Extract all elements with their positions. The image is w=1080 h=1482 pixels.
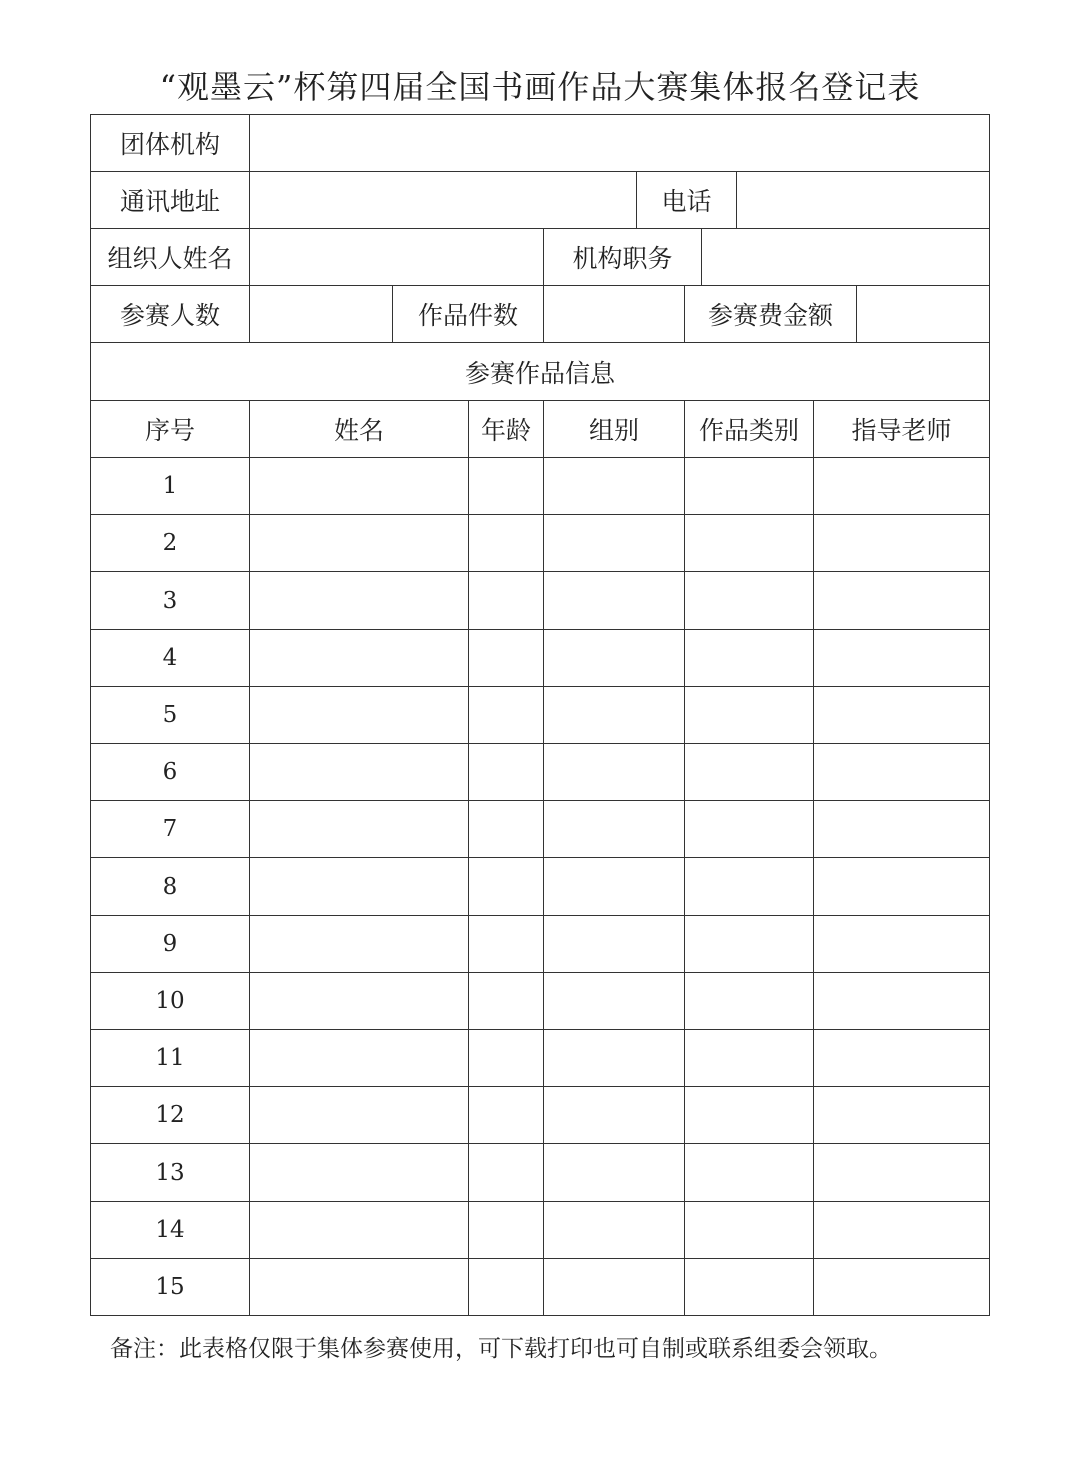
row-15-category-cell[interactable] <box>684 1258 814 1316</box>
row-14-category-cell[interactable] <box>684 1201 814 1259</box>
phone-field[interactable] <box>736 171 990 229</box>
row-14-teacher-cell[interactable] <box>813 1201 990 1259</box>
row-14-group-cell[interactable] <box>543 1201 685 1259</box>
row-13-category-cell[interactable] <box>684 1143 814 1202</box>
row-14-age-cell[interactable] <box>468 1201 544 1259</box>
column-header-age: 年龄 <box>468 400 544 458</box>
row-9-group-cell[interactable] <box>543 915 685 973</box>
row-11-teacher-cell[interactable] <box>813 1029 990 1087</box>
row-4-teacher-cell[interactable] <box>813 629 990 687</box>
row-7-age-cell[interactable] <box>468 800 544 858</box>
row-10-name-cell[interactable] <box>249 972 469 1030</box>
row-7-name-cell[interactable] <box>249 800 469 858</box>
row-3-teacher-cell[interactable] <box>813 571 990 630</box>
row-number: 10 <box>90 972 250 1030</box>
row-1-age-cell[interactable] <box>468 457 544 515</box>
group-org-field[interactable] <box>249 114 990 172</box>
row-5-category-cell[interactable] <box>684 686 814 744</box>
row-number: 15 <box>90 1258 250 1316</box>
row-number: 5 <box>90 686 250 744</box>
section-title: 参赛作品信息 <box>90 342 990 401</box>
row-3-category-cell[interactable] <box>684 571 814 630</box>
organizer-name-field[interactable] <box>249 228 544 286</box>
row-9-name-cell[interactable] <box>249 915 469 973</box>
row-2-category-cell[interactable] <box>684 514 814 572</box>
row-1-category-cell[interactable] <box>684 457 814 515</box>
participant-count-field[interactable] <box>249 285 393 343</box>
row-number: 6 <box>90 743 250 801</box>
label-org-position: 机构职务 <box>543 228 702 286</box>
label-participant-count: 参赛人数 <box>90 285 250 343</box>
row-7-category-cell[interactable] <box>684 800 814 858</box>
row-13-teacher-cell[interactable] <box>813 1143 990 1202</box>
row-8-category-cell[interactable] <box>684 857 814 916</box>
row-4-category-cell[interactable] <box>684 629 814 687</box>
column-header-index: 序号 <box>90 400 250 458</box>
row-11-age-cell[interactable] <box>468 1029 544 1087</box>
row-15-age-cell[interactable] <box>468 1258 544 1316</box>
row-4-name-cell[interactable] <box>249 629 469 687</box>
row-number: 14 <box>90 1201 250 1259</box>
column-header-name: 姓名 <box>249 400 469 458</box>
row-12-teacher-cell[interactable] <box>813 1086 990 1144</box>
row-1-name-cell[interactable] <box>249 457 469 515</box>
row-5-group-cell[interactable] <box>543 686 685 744</box>
row-6-category-cell[interactable] <box>684 743 814 801</box>
row-5-age-cell[interactable] <box>468 686 544 744</box>
row-4-group-cell[interactable] <box>543 629 685 687</box>
row-9-teacher-cell[interactable] <box>813 915 990 973</box>
column-header-group: 组别 <box>543 400 685 458</box>
row-15-group-cell[interactable] <box>543 1258 685 1316</box>
row-6-age-cell[interactable] <box>468 743 544 801</box>
row-6-group-cell[interactable] <box>543 743 685 801</box>
row-9-category-cell[interactable] <box>684 915 814 973</box>
label-work-count: 作品件数 <box>392 285 544 343</box>
work-count-field[interactable] <box>543 285 685 343</box>
row-7-group-cell[interactable] <box>543 800 685 858</box>
row-number: 1 <box>90 457 250 515</box>
row-3-age-cell[interactable] <box>468 571 544 630</box>
label-address: 通讯地址 <box>90 171 250 229</box>
column-header-teacher: 指导老师 <box>813 400 990 458</box>
label-fee-amount: 参赛费金额 <box>684 285 857 343</box>
row-11-category-cell[interactable] <box>684 1029 814 1087</box>
row-7-teacher-cell[interactable] <box>813 800 990 858</box>
row-12-name-cell[interactable] <box>249 1086 469 1144</box>
row-2-teacher-cell[interactable] <box>813 514 990 572</box>
row-8-teacher-cell[interactable] <box>813 857 990 916</box>
row-10-age-cell[interactable] <box>468 972 544 1030</box>
row-number: 9 <box>90 915 250 973</box>
row-13-name-cell[interactable] <box>249 1143 469 1202</box>
row-1-teacher-cell[interactable] <box>813 457 990 515</box>
row-13-group-cell[interactable] <box>543 1143 685 1202</box>
row-number: 4 <box>90 629 250 687</box>
label-phone: 电话 <box>636 171 737 229</box>
row-2-group-cell[interactable] <box>543 514 685 572</box>
row-10-group-cell[interactable] <box>543 972 685 1030</box>
row-5-teacher-cell[interactable] <box>813 686 990 744</box>
row-number: 3 <box>90 571 250 630</box>
row-13-age-cell[interactable] <box>468 1143 544 1202</box>
row-11-group-cell[interactable] <box>543 1029 685 1087</box>
address-field[interactable] <box>249 171 637 229</box>
row-3-group-cell[interactable] <box>543 571 685 630</box>
row-3-name-cell[interactable] <box>249 571 469 630</box>
org-position-field[interactable] <box>701 228 990 286</box>
row-2-age-cell[interactable] <box>468 514 544 572</box>
row-number: 8 <box>90 857 250 916</box>
row-6-teacher-cell[interactable] <box>813 743 990 801</box>
row-number: 7 <box>90 800 250 858</box>
row-12-age-cell[interactable] <box>468 1086 544 1144</box>
row-12-category-cell[interactable] <box>684 1086 814 1144</box>
fee-amount-field[interactable] <box>856 285 990 343</box>
row-12-group-cell[interactable] <box>543 1086 685 1144</box>
row-5-name-cell[interactable] <box>249 686 469 744</box>
row-8-group-cell[interactable] <box>543 857 685 916</box>
row-number: 12 <box>90 1086 250 1144</box>
label-organizer-name: 组织人姓名 <box>90 228 250 286</box>
row-15-name-cell[interactable] <box>249 1258 469 1316</box>
row-9-age-cell[interactable] <box>468 915 544 973</box>
row-6-name-cell[interactable] <box>249 743 469 801</box>
row-15-teacher-cell[interactable] <box>813 1258 990 1316</box>
row-8-name-cell[interactable] <box>249 857 469 916</box>
footnote: 备注：此表格仅限于集体参赛使用，可下载打印也可自制或联系组委会领取。 <box>110 1336 892 1362</box>
row-10-category-cell[interactable] <box>684 972 814 1030</box>
row-10-teacher-cell[interactable] <box>813 972 990 1030</box>
row-8-age-cell[interactable] <box>468 857 544 916</box>
row-2-name-cell[interactable] <box>249 514 469 572</box>
label-group-org: 团体机构 <box>90 114 250 172</box>
row-number: 11 <box>90 1029 250 1087</box>
column-header-category: 作品类别 <box>684 400 814 458</box>
row-number: 2 <box>90 514 250 572</box>
row-4-age-cell[interactable] <box>468 629 544 687</box>
row-14-name-cell[interactable] <box>249 1201 469 1259</box>
form-title: “观墨云”杯第四届全国书画作品大赛集体报名登记表 <box>159 68 921 106</box>
row-11-name-cell[interactable] <box>249 1029 469 1087</box>
row-number: 13 <box>90 1143 250 1202</box>
row-1-group-cell[interactable] <box>543 457 685 515</box>
